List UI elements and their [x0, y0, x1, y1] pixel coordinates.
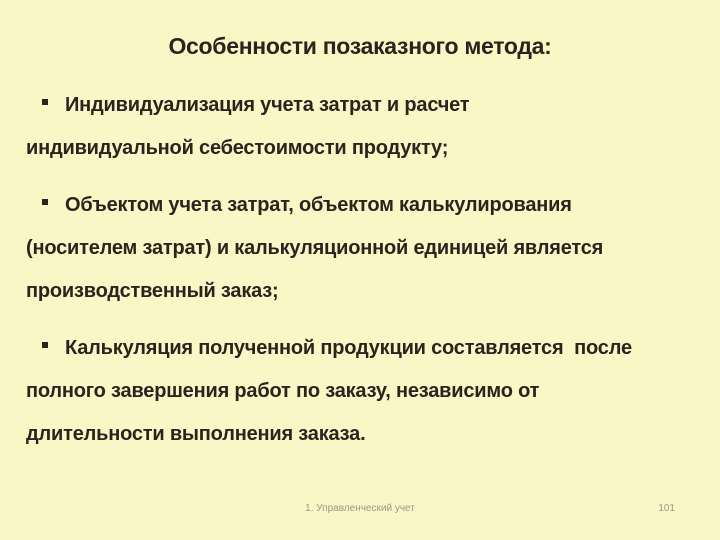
page-number: 101 [658, 503, 675, 514]
slide-title: Особенности позаказного метода: [168, 33, 552, 59]
bullet-line: полного завершения работ по заказу, независимо от [26, 380, 540, 402]
bullet-line [26, 84, 692, 127]
bullet-paragraph [26, 84, 692, 170]
square-bullet-icon [42, 99, 48, 105]
bullet-line: производственный заказ; [26, 280, 279, 302]
bullet-text: Объектом учета затрат, объектом калькулирования [65, 194, 572, 216]
bullet-paragraph [26, 184, 692, 313]
bullet-paragraph [26, 327, 692, 456]
bullet-text: Индивидуализация учета затрат и расчет [65, 94, 470, 116]
square-bullet-icon [42, 342, 48, 348]
bullet-text: Калькуляция полученной продукции составляется после [65, 337, 632, 359]
bullet-line [26, 184, 692, 227]
bullet-line [26, 327, 692, 370]
square-bullet-icon [42, 199, 48, 205]
slide-body [26, 84, 692, 470]
bullet-line: индивидуальной себестоимости продукту; [26, 137, 449, 159]
footer-label: 1. Управленческий учет [305, 503, 415, 514]
bullet-line: длительности выполнения заказа. [26, 423, 366, 445]
bullet-line: (носителем затрат) и калькуляционной единицей является [26, 237, 604, 259]
